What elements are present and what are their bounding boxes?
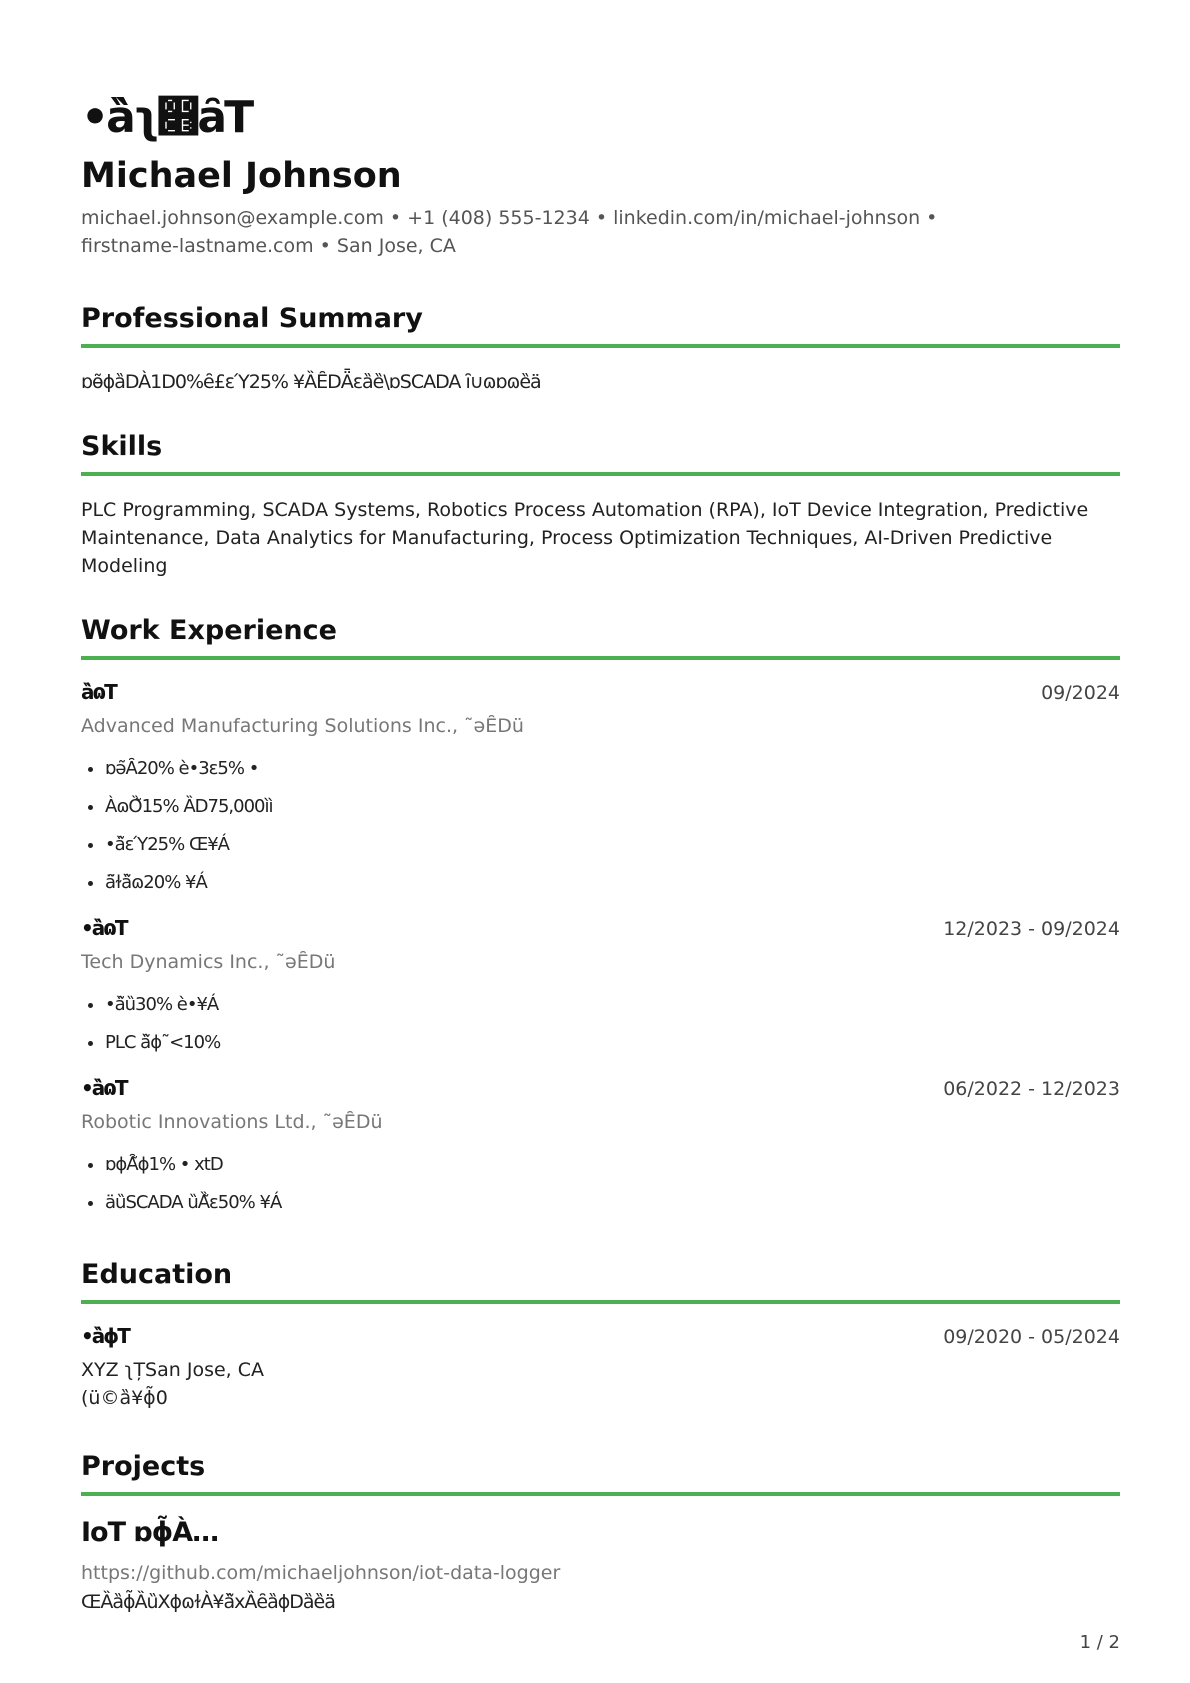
job-title: ȁ̀ɷT <box>81 680 116 704</box>
skills-section <box>81 430 1120 580</box>
summary-section <box>81 302 1120 396</box>
contact-line-1: michael.johnson@example.com • +1 (408) 555-1234 • linkedin.com/in/michael-johnson • <box>81 207 938 229</box>
job-entry <box>81 680 1120 902</box>
section-divider <box>81 656 1120 660</box>
education-date: 09/2020 - 05/2024 <box>943 1326 1120 1348</box>
section-title-experience: Work Experience <box>81 615 337 646</box>
section-title-education: Education <box>81 1259 233 1290</box>
degree-title: •ȁ̀ɸT <box>81 1324 129 1348</box>
job-company: Tech Dynamics Inc., ˜ǝȆDü <box>81 951 336 973</box>
job-title: •ȁ̀ɷT <box>81 1076 127 1100</box>
job-bullet: • ä̃ɫȁ̃ɷ20% ¥Á <box>105 864 1120 902</box>
job-title: •ȁ̀ɷT <box>81 916 127 940</box>
job-bullet: • PLC ȁ̃ɸ˜<10% <box>105 1024 1120 1062</box>
job-bullets <box>81 1146 1120 1222</box>
page-number: 1 / 2 <box>1079 1632 1120 1653</box>
education-header <box>81 1324 1120 1348</box>
contact-info <box>81 204 961 260</box>
resume-page <box>81 90 1120 1616</box>
project-title: IoT ɒɸ̃À… <box>81 1517 219 1548</box>
section-divider <box>81 1300 1120 1304</box>
section-title-projects: Projects <box>81 1451 206 1482</box>
project-description: ŒȀȁɸ̃ȀȕXɸɷɫÀ¥ȁ̃xȀȇȁɸDȁȅä <box>81 1591 335 1613</box>
job-bullet: • •ȁ̃ȕ30% è•¥Á <box>105 986 1120 1024</box>
job-date: 06/2022 - 12/2023 <box>943 1078 1120 1100</box>
skills-line-2: Maintenance, Data Analytics for Manufacturing, Process Optimization Techniques, AI-Driven Predictive Modeling <box>81 527 1053 577</box>
job-bullets <box>81 750 1120 902</box>
skills-text <box>81 496 1120 580</box>
job-bullet: • ÀɷȌ̃15% ȀD75,000ìì <box>105 788 1120 826</box>
job-bullet: • •ȁ̃ɛΎ25% Œ¥Á <box>105 826 1120 864</box>
school-name: XYZ ʅȚSan Jose, CA <box>81 1359 264 1381</box>
education-section <box>81 1258 1120 1412</box>
gpa: (ü©ȁ¥ɸ̃0 <box>81 1387 168 1409</box>
job-company: Robotic Innovations Ltd., ˜ǝȆDü <box>81 1111 383 1133</box>
job-bullet: • ɒǝ̃Ȃ20% è•3ɛ5% • <box>105 750 1120 788</box>
job-bullet: • äȕSCADA ȕȀ̃ɛ50% ¥Á <box>105 1184 1120 1222</box>
section-divider <box>81 472 1120 476</box>
job-header <box>81 916 1120 940</box>
project-link[interactable]: https://github.com/michaeljohnson/iot-data-logger <box>81 1562 561 1584</box>
skills-line-1: PLC Programming, SCADA Systems, Robotics Process Automation (RPA), IoT Device Integration, Predictive <box>81 499 1089 521</box>
section-title-skills: Skills <box>81 431 163 462</box>
job-header <box>81 1076 1120 1100</box>
job-header <box>81 680 1120 704</box>
projects-section <box>81 1450 1120 1616</box>
candidate-name: Michael Johnson <box>81 156 402 196</box>
section-divider <box>81 1492 1120 1496</box>
section-divider <box>81 344 1120 348</box>
job-bullets <box>81 986 1120 1062</box>
experience-section <box>81 614 1120 1222</box>
section-title-summary: Professional Summary <box>81 303 423 334</box>
job-bullet: • ɒɸȂ̃ɸ1% • xtD <box>105 1146 1120 1184</box>
job-company: Advanced Manufacturing Solutions Inc., ˜ǝȆDü <box>81 715 524 737</box>
job-date: 12/2023 - 09/2024 <box>943 918 1120 940</box>
summary-text: ɒɵ̃ɸȁDÀ1D0%ȇ£ɛΎ25% ¥ȀȆDǞɛȁȅ\ɒSCADA ȋ∪ɷɒɷȅä <box>81 371 541 393</box>
role-title: •ȁ̀ʅ෋ȃT <box>81 92 252 143</box>
job-entry <box>81 1076 1120 1222</box>
contact-line-2: firstname-lastname.com • San Jose, CA <box>81 235 456 257</box>
job-entry <box>81 916 1120 1062</box>
job-date: 09/2024 <box>1041 682 1120 704</box>
